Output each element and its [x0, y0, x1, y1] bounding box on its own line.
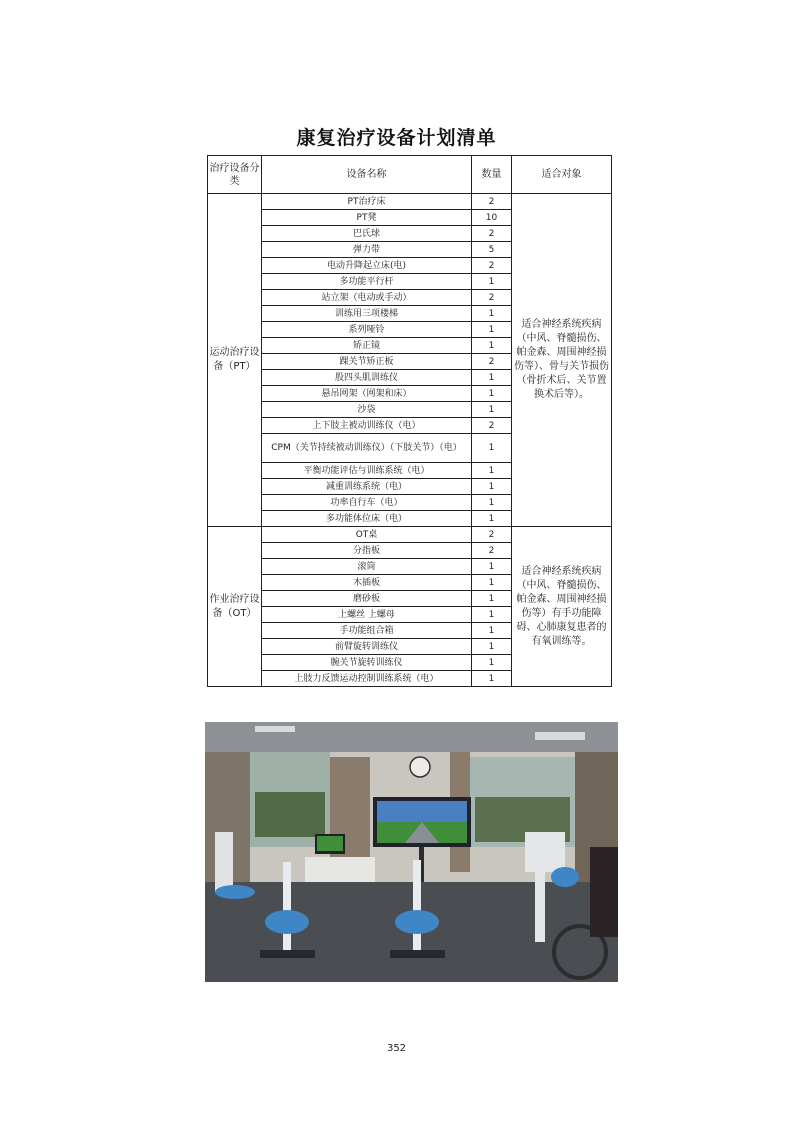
equipment-name-cell: 站立架（电动或手动）: [262, 290, 472, 306]
quantity-cell: 2: [472, 527, 512, 543]
equipment-name-cell: 多功能平行杆: [262, 274, 472, 290]
quantity-cell: 2: [472, 226, 512, 242]
table-row: [208, 527, 612, 543]
equipment-name-cell: 踝关节矫正板: [262, 354, 472, 370]
equipment-name-cell: CPM（关节持续被动训练仪）（下肢关节）（电）: [262, 434, 472, 463]
table-row: [208, 194, 612, 210]
equipment-name-cell: 腕关节旋转训练仪: [262, 655, 472, 671]
equipment-name-cell: 滚筒: [262, 559, 472, 575]
equipment-name-cell: 系列哑铃: [262, 322, 472, 338]
page-title: 康复治疗设备计划清单: [296, 127, 497, 149]
equipment-name-cell: PT凳: [262, 210, 472, 226]
header-name: 设备名称: [262, 156, 472, 194]
equipment-name-cell: 多功能体位床（电）: [262, 511, 472, 527]
quantity-cell: 2: [472, 194, 512, 210]
equipment-name-cell: PT治疗床: [262, 194, 472, 210]
equipment-name-cell: 弹力带: [262, 242, 472, 258]
table-body: [208, 194, 612, 687]
target-patients-cell: 适合神经系统疾病（中风、脊髓损伤、帕金森、周围神经损伤等）有手功能障碍、心肺康复患者的有氧训练等。: [512, 527, 612, 687]
equipment-name-cell: 功率自行车（电）: [262, 495, 472, 511]
equipment-name-cell: 上下肢主被动训练仪（电）: [262, 418, 472, 434]
quantity-cell: 1: [472, 575, 512, 591]
category-cell: 作业治疗设备（OT）: [208, 527, 262, 687]
equipment-name-cell: 磨砂板: [262, 591, 472, 607]
category-cell: 运动治疗设备（PT）: [208, 194, 262, 527]
equipment-name-cell: 股四头肌训练仪: [262, 370, 472, 386]
equipment-name-cell: 上螺丝 上螺母: [262, 607, 472, 623]
header-target: 适合对象: [512, 156, 612, 194]
quantity-cell: 1: [472, 479, 512, 495]
quantity-cell: 10: [472, 210, 512, 226]
equipment-table: [207, 155, 612, 687]
page-number: 352: [386, 1043, 407, 1054]
quantity-cell: 5: [472, 242, 512, 258]
quantity-cell: 1: [472, 623, 512, 639]
quantity-cell: 1: [472, 607, 512, 623]
equipment-name-cell: 电动升降起立床(电): [262, 258, 472, 274]
equipment-name-cell: 悬吊网架（网架和床）: [262, 386, 472, 402]
quantity-cell: 1: [472, 338, 512, 354]
quantity-cell: 1: [472, 559, 512, 575]
quantity-cell: 1: [472, 463, 512, 479]
quantity-cell: 1: [472, 386, 512, 402]
quantity-cell: 1: [472, 639, 512, 655]
quantity-cell: 2: [472, 418, 512, 434]
quantity-cell: 1: [472, 322, 512, 338]
quantity-cell: 2: [472, 290, 512, 306]
quantity-cell: 1: [472, 434, 512, 463]
target-patients-cell: 适合神经系统疾病（中风、脊髓损伤、帕金森、周围神经损伤等）、骨与关节损伤（骨折术后、关节置换术后等）。: [512, 194, 612, 527]
quantity-cell: 1: [472, 274, 512, 290]
equipment-name-cell: 木插板: [262, 575, 472, 591]
equipment-name-cell: OT桌: [262, 527, 472, 543]
quantity-cell: 2: [472, 543, 512, 559]
rehab-room-photo: [205, 722, 618, 982]
equipment-name-cell: 减重训练系统（电）: [262, 479, 472, 495]
equipment-name-cell: 矫正镜: [262, 338, 472, 354]
quantity-cell: 1: [472, 655, 512, 671]
equipment-name-cell: 平衡功能评估与训练系统（电）: [262, 463, 472, 479]
quantity-cell: 1: [472, 591, 512, 607]
equipment-name-cell: 前臂旋转训练仪: [262, 639, 472, 655]
quantity-cell: 1: [472, 495, 512, 511]
quantity-cell: 1: [472, 370, 512, 386]
quantity-cell: 2: [472, 258, 512, 274]
rehab-room-illustration: [205, 722, 618, 982]
quantity-cell: 2: [472, 354, 512, 370]
header-qty: 数量: [472, 156, 512, 194]
quantity-cell: 1: [472, 511, 512, 527]
header-category: 治疗设备分类: [208, 156, 262, 194]
equipment-name-cell: 训练用三项楼梯: [262, 306, 472, 322]
equipment-name-cell: 沙袋: [262, 402, 472, 418]
equipment-name-cell: 手功能组合箱: [262, 623, 472, 639]
quantity-cell: 1: [472, 402, 512, 418]
equipment-name-cell: 分指板: [262, 543, 472, 559]
equipment-name-cell: 上肢力反馈运动控制训练系统（电）: [262, 671, 472, 687]
quantity-cell: 1: [472, 671, 512, 687]
quantity-cell: 1: [472, 306, 512, 322]
table-header-row: [208, 156, 612, 194]
equipment-name-cell: 巴氏球: [262, 226, 472, 242]
